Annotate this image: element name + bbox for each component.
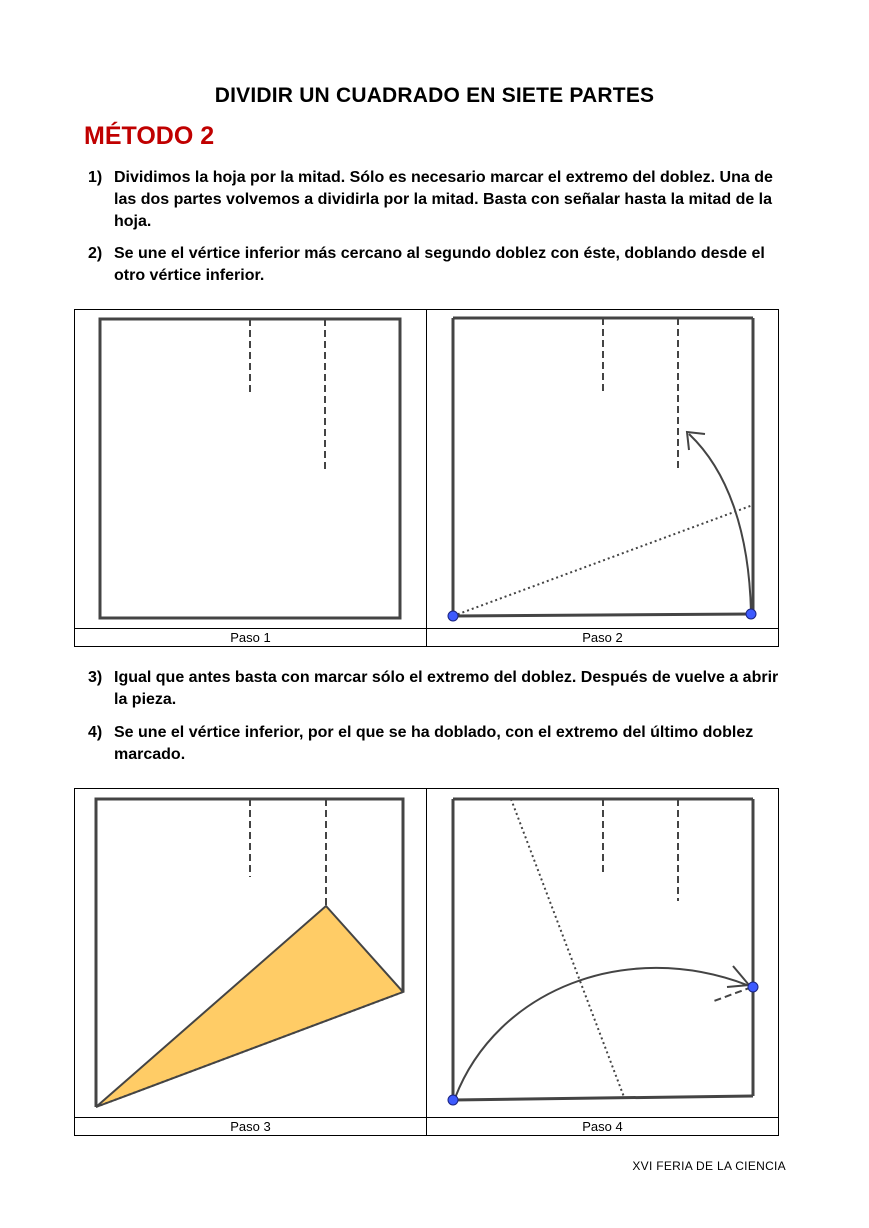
- fold-line-dotted: [511, 799, 624, 1097]
- vertex-point: [448, 1095, 458, 1105]
- step-1: [88, 167, 788, 233]
- figure-table-1: [74, 309, 779, 647]
- step-number: 1): [88, 169, 103, 186]
- vertex-point: [746, 609, 756, 619]
- vertex-point: [748, 982, 758, 992]
- paso-1-diagram: [75, 310, 426, 628]
- folded-triangle: [96, 906, 403, 1107]
- caption-row: [75, 628, 778, 646]
- figure-table-2: [74, 788, 779, 1136]
- step-3: [88, 667, 788, 711]
- paper-bottom-edge: [453, 1096, 753, 1100]
- caption-paso-3: Paso 3: [75, 1118, 427, 1135]
- step-number: 4): [88, 724, 103, 741]
- paso-4-diagram: [427, 789, 778, 1117]
- paso-3-diagram: [75, 789, 426, 1117]
- step-2: [88, 243, 788, 287]
- vertex-point: [448, 611, 458, 621]
- figure-paso-1: [75, 310, 427, 628]
- figure-paso-3: [75, 789, 427, 1117]
- figure-paso-4: [427, 789, 778, 1117]
- fold-line-dotted: [453, 505, 753, 616]
- page-title: DIVIDIR UN CUADRADO EN SIETE PARTES: [214, 84, 655, 107]
- fold-mark-last: [714, 987, 752, 1001]
- step-text: Se une el vértice inferior más cercano al segundo doblez con éste, doblando desde el otro vértice inferior.: [114, 245, 765, 284]
- step-number: 3): [88, 669, 103, 686]
- caption-paso-4: Paso 4: [582, 1119, 623, 1134]
- method-heading: MÉTODO 2: [84, 122, 215, 150]
- step-text: Igual que antes basta con marcar sólo el extremo del doblez. Después de vuelve a abrir la pieza.: [114, 669, 779, 708]
- step-text: Dividimos la hoja por la mitad. Sólo es necesario marcar el extremo del doblez. Una de las dos partes volvemos a dividirla por la mitad. Basta con señalar hasta la mitad de la hoja.: [114, 169, 773, 230]
- step-text: Se une el vértice inferior, por el que se ha doblado, con el extremo del último doblez marcado.: [114, 724, 754, 763]
- figure-paso-2: [427, 310, 778, 628]
- paper-bottom-edge: [453, 614, 753, 616]
- step-number: 2): [88, 245, 103, 262]
- caption-paso-2: Paso 2: [582, 630, 623, 645]
- fold-arc-arrow: [455, 968, 747, 1098]
- step-4: [88, 722, 788, 766]
- page-footer: XVI FERIA DE LA CIENCIA: [632, 1159, 786, 1173]
- paso-2-diagram: [427, 310, 778, 628]
- fold-arc-arrow: [689, 434, 751, 612]
- caption-paso-1: Paso 1: [75, 629, 427, 646]
- caption-row: [75, 1117, 778, 1135]
